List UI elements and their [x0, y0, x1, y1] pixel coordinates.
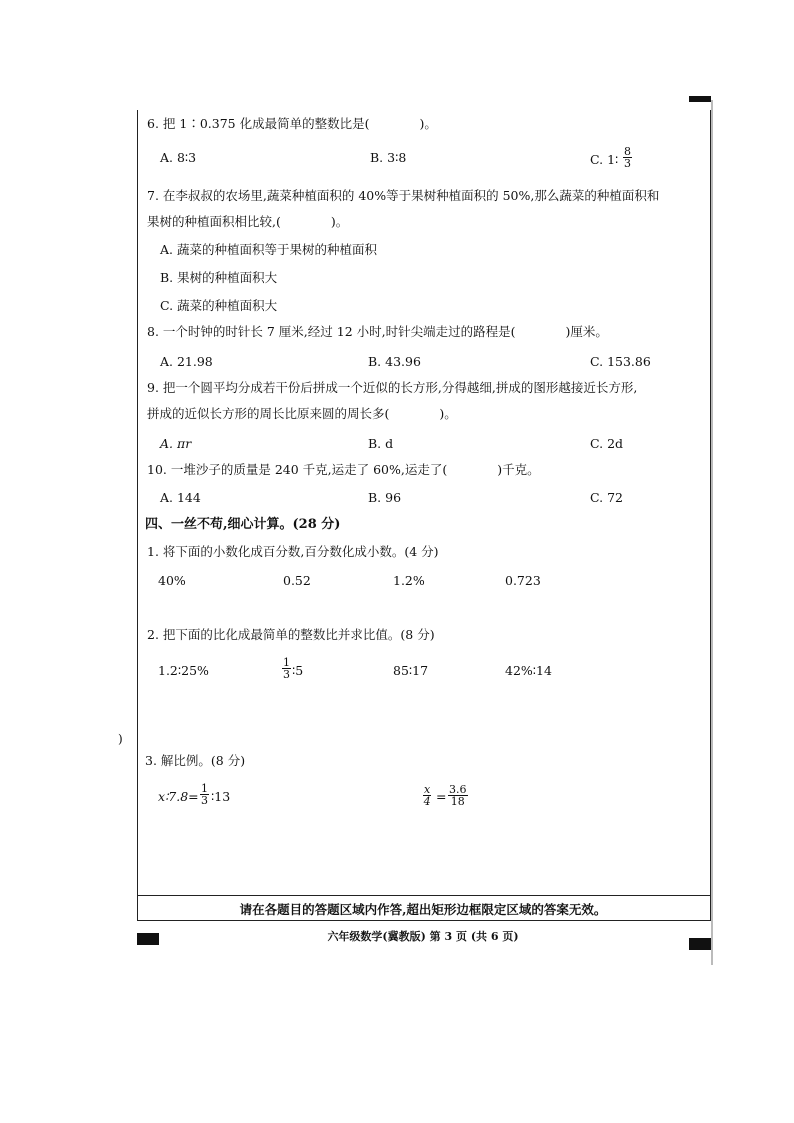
q10-option-b: B. 96 — [368, 490, 402, 505]
q8-option-c: C. 153.86 — [590, 354, 651, 369]
q6-stem: 6. 把 1∶0.375 化成最简单的整数比是( )。 — [147, 116, 437, 131]
calc-2-item-2-fraction: $\frac{1}{3}$ — [283, 656, 290, 681]
q9-option-b: B. d — [368, 436, 394, 451]
frame-bottom-line — [137, 895, 711, 896]
frame-bottom-line-2 — [137, 920, 711, 921]
q7-option-a: A. 蔬菜的种植面积等于果树的种植面积 — [160, 242, 377, 257]
q10-option-a: A. 144 — [160, 490, 201, 505]
q6-option-a: A. 8∶3 — [160, 150, 197, 165]
q10-stem: 10. 一堆沙子的质量是 240 千克,运走了 60%,运走了( )千克。 — [147, 462, 540, 477]
q9-option-c: C. 2d — [590, 436, 624, 451]
q10-option-c: C. 72 — [590, 490, 623, 505]
section-4-heading: 四、一丝不苟,细心计算。(28 分) — [145, 517, 341, 532]
calc-2-item-4: 42%∶14 — [505, 663, 552, 678]
calc-3-eq1-prefix: x∶7.8= — [158, 789, 199, 804]
calc-3-eq2-left-fraction: $\frac{x}{4}$ — [423, 783, 431, 808]
registration-mark-top-right — [689, 96, 711, 102]
calc-3-eq2-equals: = — [436, 789, 447, 804]
calc-1-item-2: 0.52 — [283, 573, 311, 588]
calc-3-eq1-fraction: $\frac{1}{3}$ — [201, 782, 208, 807]
calc-2-item-3: 85∶17 — [393, 663, 429, 678]
q8-option-a: A. 21.98 — [160, 354, 213, 369]
q7-option-c: C. 蔬菜的种植面积大 — [160, 298, 278, 313]
q7-stem-line1: 7. 在李叔叔的农场里,蔬菜种植面积的 40%等于果树种植面积的 50%,那么蔬菜的种植面积和 — [147, 188, 660, 203]
calc-2-title: 2. 把下面的比化成最简单的整数比并求比值。(8 分) — [147, 627, 435, 642]
calc-1-item-4: 0.723 — [505, 573, 541, 588]
q8-stem: 8. 一个时钟的时针长 7 厘米,经过 12 小时,时针尖端走过的路程是( )厘米。 — [147, 324, 608, 339]
calc-1-item-3: 1.2% — [393, 573, 425, 588]
scan-speck: ) — [118, 732, 123, 746]
q7-stem-line2: 果树的种植面积相比较,( )。 — [147, 214, 349, 229]
calc-1-title: 1. 将下面的小数化成百分数,百分数化成小数。(4 分) — [147, 544, 439, 559]
page-footer: 六年级数学(冀教版) 第 3 页 (共 6 页) — [327, 930, 519, 943]
q6-option-c-fraction: $\frac{8}{3}$ — [624, 145, 631, 170]
calc-3-eq2-right-fraction: $\frac{3.6}{18}$ — [449, 783, 467, 808]
q6-option-c: C. 1∶ — [590, 152, 619, 167]
answer-area-notice: 请在各题目的答题区域内作答,超出矩形边框限定区域的答案无效。 — [239, 902, 607, 917]
scan-edge — [711, 100, 713, 965]
calc-2-item-2-suffix: ∶5 — [292, 663, 304, 678]
calc-1-item-1: 40% — [158, 573, 186, 588]
calc-3-title: 3. 解比例。(8 分) — [145, 753, 246, 768]
q9-stem-line1: 9. 把一个圆平均分成若干份后拼成一个近似的长方形,分得越细,拼成的图形越接近长方形, — [147, 380, 638, 395]
q8-option-b: B. 43.96 — [368, 354, 421, 369]
q6-option-b: B. 3∶8 — [370, 150, 407, 165]
q7-option-b: B. 果树的种植面积大 — [160, 270, 278, 285]
q9-stem-line2: 拼成的近似长方形的周长比原来圆的周长多( )。 — [147, 406, 457, 421]
calc-2-item-1: 1.2∶25% — [158, 663, 209, 678]
calc-3-eq1-suffix: ∶13 — [211, 789, 231, 804]
q9-option-a: A. πr — [160, 436, 192, 451]
